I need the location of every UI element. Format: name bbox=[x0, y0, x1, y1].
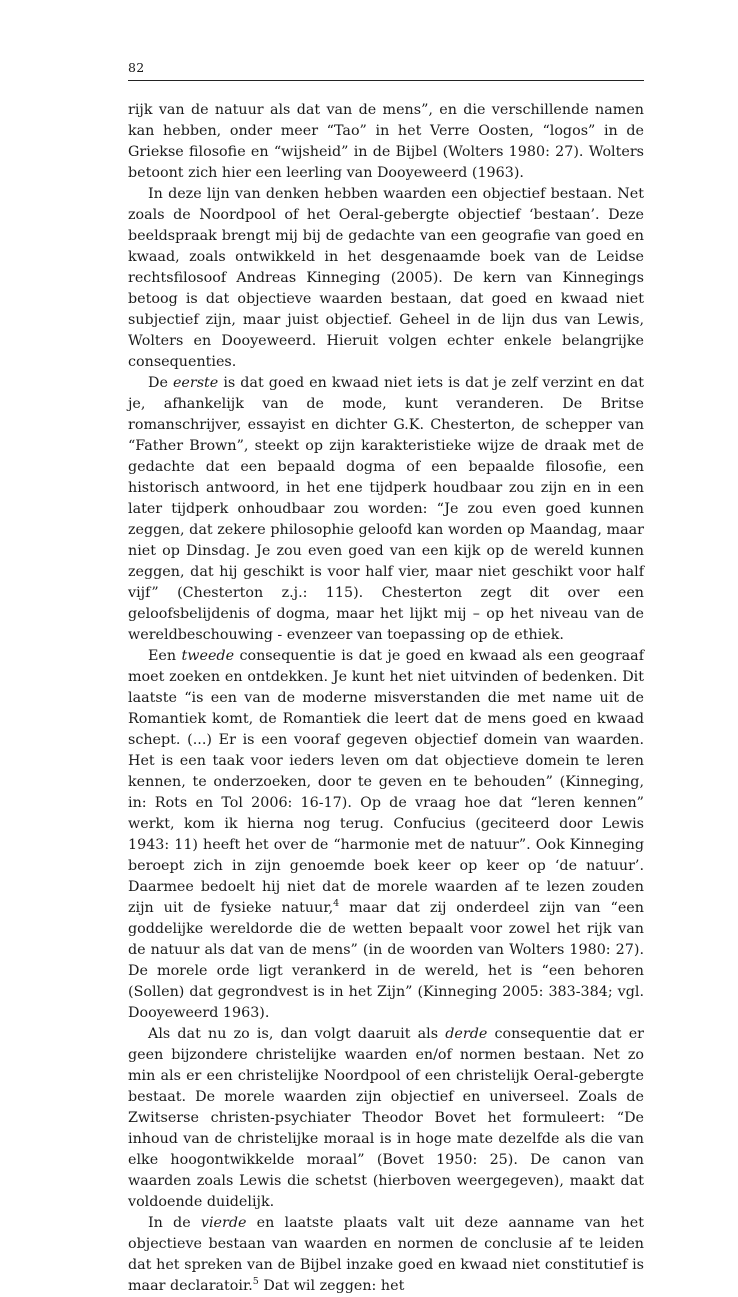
paragraph bbox=[128, 1213, 644, 1297]
footnote-ref: 5 bbox=[252, 1276, 259, 1288]
text-run: De bbox=[148, 375, 173, 391]
text-run: en laatste plaats valt uit deze aanname van het objectieve bestaan van waarden en normen de conclusie af te leiden dat het spreken van de Bijbel inzake goed en kwaad niet constitutief is maar declaratoir. bbox=[128, 1215, 645, 1294]
text-run: consequentie is dat je goed en kwaad als een geograaf moet zoeken en ontdekken. Je kunt het niet uitvinden of bedenken. Dit laatste “is een van de moderne misverstanden die met name uit de Romantiek komt, de Romantiek die leert dat de mens goed en kwaad schept. (...) Er is een vooraf gegeven objectief domein van waarden. Het is een taak voor ieders leven om dat objectieve domein te leren kennen, te onderzoeken, door te geven en te behouden” (Kinneging, in: Rots en Tol 2006: 16-17). Op de vraag hoe dat “leren kennen” werkt, kom ik hierna nog terug. Confucius (geciteerd door Lewis 1943: 11) heeft het over de “harmonie met de natuur”. Ook Kinneging beroept zich in zijn genoemde boek keer op keer op ‘de natuur’. Daarmee bedoelt hij niet dat de morele waarden af te lezen zouden zijn uit de fysieke natuur, bbox=[128, 648, 644, 916]
emphasis-text: vierde bbox=[200, 1215, 247, 1231]
text-run: Een bbox=[148, 648, 182, 664]
page-number: 82 bbox=[128, 60, 145, 75]
emphasis-text: tweede bbox=[181, 648, 235, 664]
header-rule bbox=[128, 80, 644, 81]
text-run: Als dat nu zo is, dan volgt daaruit als bbox=[148, 1026, 446, 1042]
emphasis-text: derde bbox=[445, 1026, 488, 1042]
footnote-ref: 4 bbox=[333, 898, 340, 910]
text-run: In deze lijn van denken hebben waarden een objectief bestaan. Net zoals de Noordpool of het Oeral-gebergte objectief ‘bestaan’. Deze beeldspraak brengt mij bij de gedachte van een geografie van goed en kwaad, zoals ontwikkeld in het desgenaamde boek van de Leidse rechtsfilosoof Andreas Kinneging (2005). De kern van Kinnegings betoog is dat objectieve waarden bestaan, dat goed en kwaad niet subjectief zijn, maar juist objectief. Geheel in de lijn dus van Lewis, Wolters en Dooyeweerd. Hieruit volgen echter enkele belangrijke consequenties. bbox=[128, 186, 644, 370]
body-text bbox=[128, 100, 644, 1297]
text-run: is dat goed en kwaad niet iets is dat je zelf verzint en dat je, afhankelijk van de mode, kunt veranderen. De Britse romanschrijver, essayist en dichter G.K. Chesterton, de schepper van “Father Brown”, steekt op zijn karakteristieke wijze de draak met de gedachte dat een bepaald dogma of een bepaalde filosofie, een historisch antwoord, in het ene tijdperk houdbaar zou zijn en in een later tijdperk onhoudbaar zou worden: “Je zou even goed kunnen zeggen, dat zekere philosophie geloofd kan worden op Maandag, maar niet op Dinsdag. Je zou even goed van een kijk op de wereld kunnen zeggen, dat hij geschikt is voor half vier, maar niet geschikt voor half vijf” (Chesterton z.j.: 115). Chesterton zegt dit over een geloofsbelijdenis of dogma, maar het lijkt mij – op het niveau van de wereldbeschouwing - evenzeer van toepassing op de ethiek. bbox=[128, 375, 644, 643]
text-run: rijk van de natuur als dat van de mens”, en die verschillende namen kan hebben, onder meer “Tao” in het Verre Oosten, “logos” in de Griekse filosofie en “wijsheid” in de Bijbel (Wolters 1980: 27). Wolters betoont zich hier een leerling van Dooyeweerd (1963). bbox=[128, 102, 644, 181]
paragraph bbox=[128, 1024, 644, 1213]
paragraph bbox=[128, 373, 644, 646]
text-run: maar dat zij onderdeel zijn van “een goddelijke wereldorde die de wetten bepaalt voor zowel het rijk van de natuur als dat van de mens” (in de woorden van Wolters 1980: 27). De morele orde ligt verankerd in de wereld, het is “een behoren (Sollen) dat gegrondvest is in het Zijn” (Kinneging 2005: 383-384; vgl. Dooyeweerd 1963). bbox=[128, 900, 644, 1021]
emphasis-text: eerste bbox=[172, 375, 219, 391]
text-run: In de bbox=[148, 1215, 201, 1231]
paragraph bbox=[128, 646, 644, 1024]
paragraph bbox=[128, 100, 644, 184]
text-run: consequentie dat er geen bijzondere christelijke waarden en/of normen bestaan. Net zo min als er een christelijke Noordpool of een christelijk Oeral-gebergte bestaat. De morele waarden zijn objectief en universeel. Zoals de Zwitserse christen-psychiater Theodor Bovet het formuleert: “De inhoud van de christelijke moraal is in hoge mate dezelfde als die van elke hoogontwikkelde moraal” (Bovet 1950: 25). De canon van waarden zoals Lewis die schetst (hierboven weergegeven), maakt dat voldoende duidelijk. bbox=[128, 1026, 644, 1210]
paragraph bbox=[128, 184, 644, 373]
text-run: Dat wil zeggen: het bbox=[258, 1278, 405, 1294]
